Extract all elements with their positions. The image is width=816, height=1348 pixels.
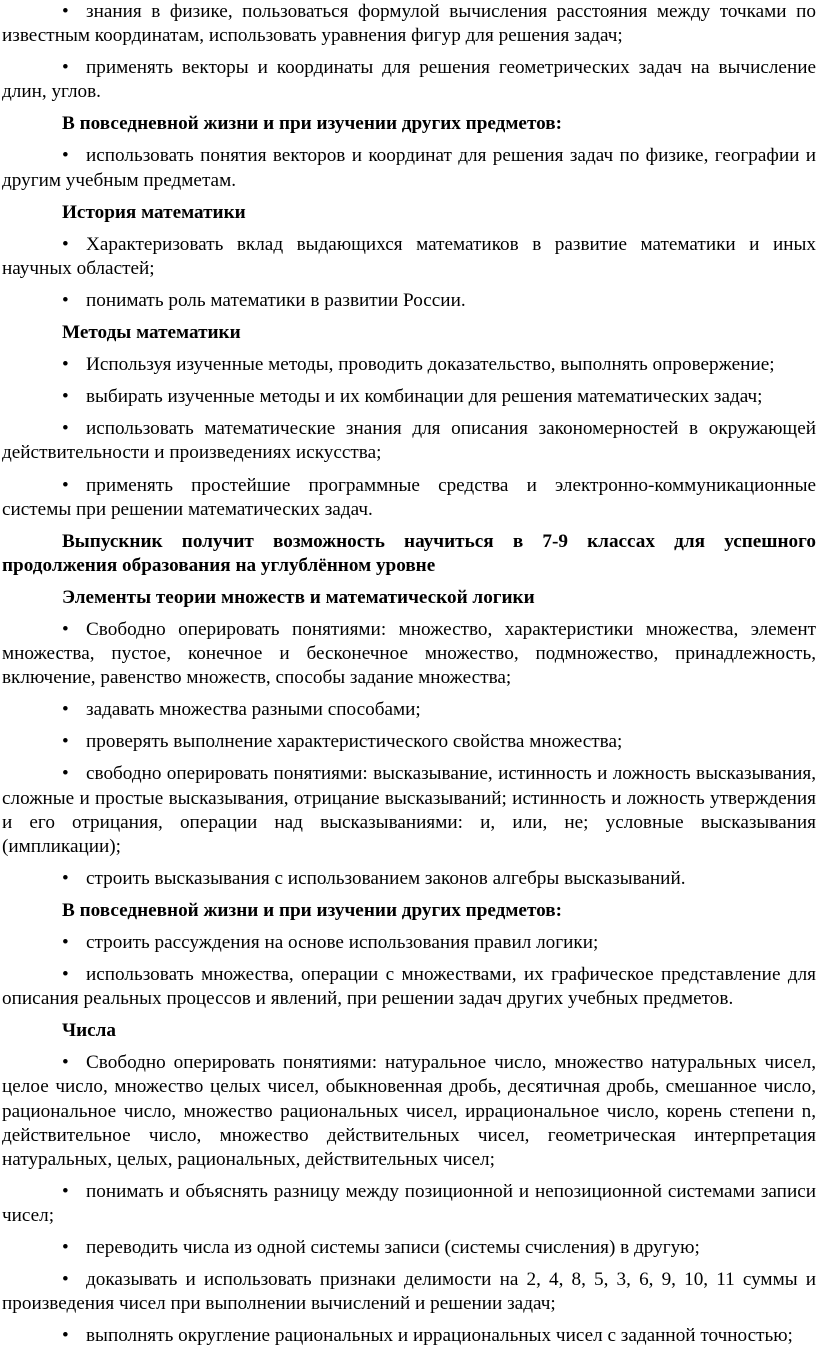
paragraph-gap [2, 859, 816, 867]
list-item-text: доказывать и использовать признаки делимости на 2, 4, 8, 5, 3, 6, 9, 10, 11 суммы и произведения чисел при выполнении вычислений и решении задач; [2, 1269, 816, 1315]
list-item-text: использовать множества, операции с множествами, их графическое представление для описания реальных процессов и явлений, при решении задач других учебных предметов. [2, 964, 816, 1010]
list-item-text: Свободно оперировать понятиями: натуральное число, множество натуральных чисел, целое число, множество целых чисел, обыкновенная дробь, десятичная дробь, смешанное число, рациональное число, множество рациональных чисел, иррациональное число, корень степени n, действительное число, множество действительных чисел, геометрическая интерпретация натуральных, целых, рациональных, действительных чисел; [2, 1052, 816, 1170]
list-item-text: строить рассуждения на основе использования правил логики; [86, 932, 599, 953]
list-item [2, 867, 816, 891]
list-item-text: выбирать изученные методы и их комбинации для решения математических задач; [86, 386, 763, 408]
paragraph-gap [2, 522, 816, 530]
list-item-text: понимать и объяснять разницу между позиционной и непозиционной системами записи чисел; [2, 1180, 816, 1226]
paragraph-gap [2, 722, 816, 730]
list-item-text: применять векторы и координаты для решения геометрических задач на вычисление длин, углов. [2, 57, 816, 103]
bullet-marker: • [62, 618, 69, 640]
list-item [2, 474, 816, 522]
list-item-text: задавать множества разными способами; [86, 699, 421, 721]
list-item [2, 417, 816, 465]
bullet-marker: • [62, 474, 69, 496]
bullet-marker: • [62, 699, 69, 721]
paragraph-gap [2, 48, 816, 56]
paragraph-gap [2, 466, 816, 474]
paragraph-gap [2, 136, 816, 144]
list-item [2, 963, 816, 1011]
section-heading: Выпускник получит возможность научиться в 7-9 классах для успешного продолжения образования на углублённом уровне [2, 530, 816, 576]
list-item [2, 618, 816, 690]
bullet-marker: • [62, 964, 69, 986]
paragraph-gap [2, 313, 816, 321]
list-item-text: проверять выполнение характеристического свойства множества; [86, 731, 623, 753]
bullet-marker: • [62, 289, 69, 311]
list-item-text: свободно оперировать понятиями: высказывание, истинность и ложность высказывания, сложные и простые высказывания, отрицание высказываний; истинность и ложность утверждения и его отрицания, операции над высказываниями: и, или, не; условные высказывания (импликации); [2, 763, 816, 857]
bullet-marker: • [62, 1325, 69, 1347]
paragraph-gap [2, 1011, 816, 1019]
list-item [2, 931, 816, 955]
list-item-text: Характеризовать вклад выдающихся математиков в развитие математики и иных научных областей; [2, 233, 816, 279]
bullet-marker: • [62, 867, 69, 889]
bullet-marker: • [62, 418, 69, 440]
paragraph-gap [2, 193, 816, 201]
list-item-text: использовать понятия векторов и координат для решения задач по физике, географии и другим учебным предметам. [2, 145, 816, 191]
paragraph-gap [2, 923, 816, 931]
paragraph-gap [2, 1172, 816, 1180]
bullet-marker: • [62, 145, 69, 167]
list-item [2, 1236, 816, 1260]
paragraph-gap [2, 610, 816, 618]
section-heading: История математики [62, 201, 246, 223]
bullet-marker: • [62, 233, 69, 255]
list-item [2, 730, 816, 754]
bullet-marker: • [62, 932, 69, 953]
section-heading: Методы математики [62, 322, 241, 344]
bullet-marker: • [62, 386, 69, 408]
bullet-marker: • [62, 1237, 69, 1259]
list-item [2, 289, 816, 313]
paragraph-gap [2, 225, 816, 233]
list-item [2, 385, 816, 409]
list-item [2, 1051, 816, 1171]
list-item-text: Свободно оперировать понятиями: множество, характеристики множества, элемент множества, пустое, конечное и бесконечное множество, подмножество, принадлежность, включение, равенство множеств, способы задание множества; [2, 618, 816, 689]
bullet-marker: • [62, 1, 69, 22]
list-item [2, 144, 816, 192]
paragraph-gap [2, 891, 816, 899]
paragraph-gap [2, 1260, 816, 1268]
bullet-marker: • [62, 731, 69, 753]
paragraph-gap [2, 104, 816, 112]
list-item [2, 353, 816, 377]
list-item-text: знания в физике, пользоваться формулой вычисления расстояния между точками по известным координатам, использовать уравнения фигур для решения задач; [2, 1, 816, 47]
section-heading: В повседневной жизни и при изучении других предметов: [62, 113, 562, 135]
section-heading: Числа [62, 1020, 117, 1042]
section-heading: В повседневной жизни и при изучении других предметов: [62, 899, 562, 921]
list-item-text: Используя изученные методы, проводить доказательство, выполнять опровержение; [86, 354, 775, 376]
list-item [2, 56, 816, 104]
list-item-text: строить высказывания с использованием законов алгебры высказываний. [86, 867, 686, 889]
list-item [2, 762, 816, 858]
bullet-marker: • [62, 763, 69, 785]
bullet-marker: • [62, 354, 69, 376]
list-item-text: использовать математические знания для описания закономерностей в окружающей действительности и произведениях искусства; [2, 418, 816, 464]
list-item [2, 1268, 816, 1316]
list-item-text: переводить числа из одной системы записи (системы счисления) в другую; [86, 1237, 700, 1259]
list-item [2, 1324, 816, 1348]
bullet-marker: • [62, 1052, 69, 1074]
list-item [2, 1180, 816, 1228]
list-item [2, 698, 816, 722]
paragraph-gap [2, 754, 816, 762]
list-item-text: выполнять округление рациональных и иррациональных чисел с заданной точностью; [86, 1325, 793, 1347]
list-item [2, 0, 816, 48]
paragraph-gap [2, 955, 816, 963]
bullet-marker: • [62, 57, 69, 79]
paragraph-gap [2, 1043, 816, 1051]
bullet-marker: • [62, 1269, 69, 1291]
list-item [2, 233, 816, 281]
paragraph-gap [2, 690, 816, 698]
list-item-text: понимать роль математики в развитии России. [86, 289, 466, 311]
paragraph-gap [2, 578, 816, 586]
paragraph-gap [2, 1316, 816, 1324]
list-item-text: применять простейшие программные средства и электронно-коммуникационные системы при решении математических задач. [2, 474, 816, 520]
paragraph-gap [2, 345, 816, 353]
paragraph-gap [2, 377, 816, 385]
section-heading: Элементы теории множеств и математической логики [62, 586, 535, 608]
paragraph-gap [2, 1228, 816, 1236]
bullet-marker: • [62, 1180, 69, 1202]
paragraph-gap [2, 281, 816, 289]
paragraph-gap [2, 409, 816, 417]
